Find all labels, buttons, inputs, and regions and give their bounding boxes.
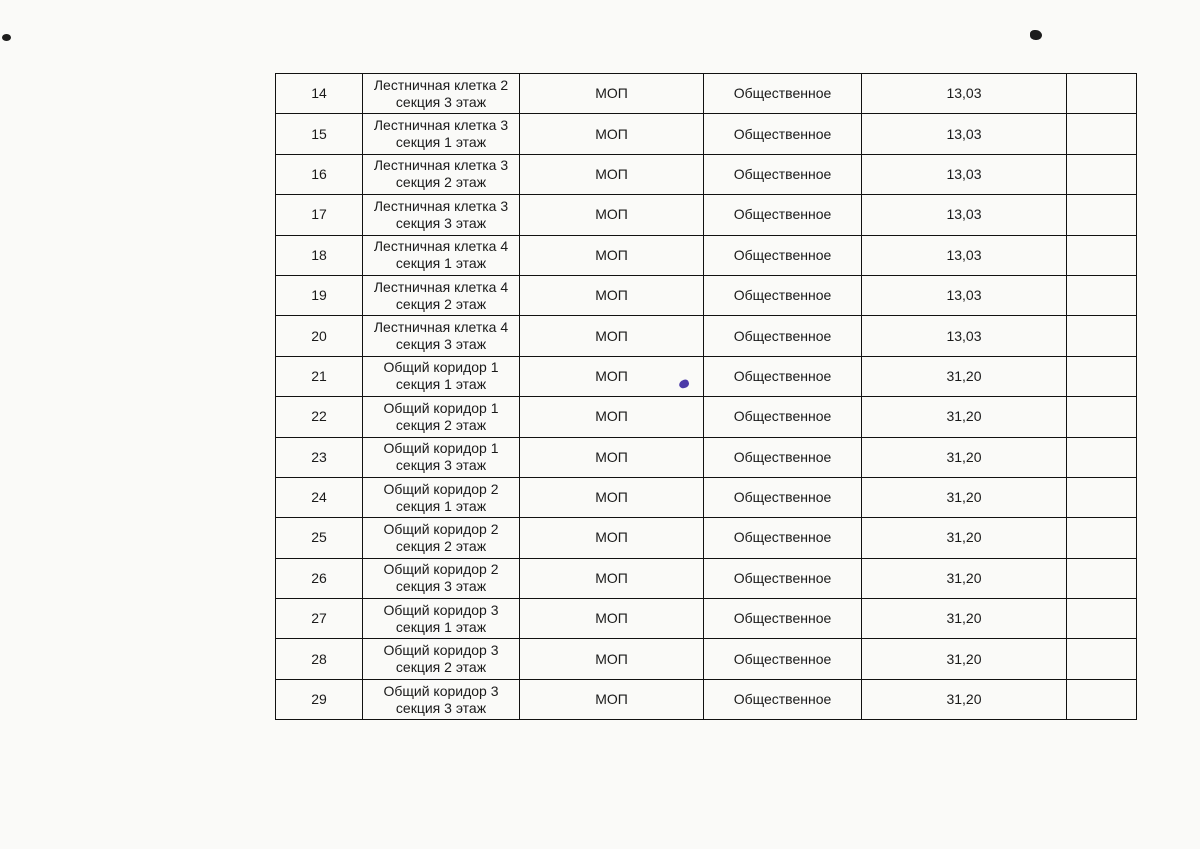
row-number-cell: 16 <box>276 154 363 194</box>
premise-name-cell <box>363 477 520 517</box>
scan-speck <box>2 34 11 41</box>
row-number-cell: 19 <box>276 275 363 315</box>
premise-purpose-cell: Общественное <box>704 356 862 396</box>
table-row <box>276 316 1137 356</box>
empty-cell <box>1067 154 1137 194</box>
premise-name-line1: Лестничная клетка 4 <box>373 278 509 295</box>
scan-speck <box>1030 30 1042 40</box>
table-row <box>276 639 1137 679</box>
row-number-cell: 15 <box>276 114 363 154</box>
premise-area-cell: 31,20 <box>862 599 1067 639</box>
premise-name-cell <box>363 74 520 114</box>
premise-area-cell: 31,20 <box>862 477 1067 517</box>
premise-name-line1: Лестничная клетка 3 <box>373 157 509 174</box>
table-row <box>276 356 1137 396</box>
premise-name-line1: Общий коридор 3 <box>383 642 499 659</box>
row-number-cell: 27 <box>276 599 363 639</box>
premise-area-cell: 13,03 <box>862 74 1067 114</box>
premise-name-line1: Общий коридор 3 <box>383 601 499 618</box>
empty-cell <box>1067 235 1137 275</box>
premise-name-line2: секция 2 этаж <box>395 174 487 191</box>
premise-name-line2: секция 1 этаж <box>395 376 487 393</box>
premise-area-cell: 13,03 <box>862 235 1067 275</box>
row-number-cell: 26 <box>276 558 363 598</box>
premise-name-line1: Общий коридор 1 <box>383 359 499 376</box>
empty-cell <box>1067 639 1137 679</box>
table-row <box>276 437 1137 477</box>
table-row <box>276 599 1137 639</box>
premise-name-line1: Общий коридор 1 <box>383 440 499 457</box>
table-body <box>276 74 1137 720</box>
premise-area-cell: 31,20 <box>862 437 1067 477</box>
table-row <box>276 558 1137 598</box>
premise-name-cell <box>363 558 520 598</box>
premise-purpose-cell: Общественное <box>704 477 862 517</box>
premise-purpose-cell: Общественное <box>704 397 862 437</box>
premise-name-line2: секция 2 этаж <box>395 537 487 554</box>
empty-cell <box>1067 356 1137 396</box>
premise-area-cell: 31,20 <box>862 397 1067 437</box>
premise-name-line2: секция 3 этаж <box>395 457 487 474</box>
premise-area-cell: 31,20 <box>862 679 1067 719</box>
premise-name-line1: Лестничная клетка 3 <box>373 117 509 134</box>
premise-name-line2: секция 1 этаж <box>395 255 487 272</box>
premise-name-cell <box>363 639 520 679</box>
premise-name-cell <box>363 518 520 558</box>
premise-purpose-cell: Общественное <box>704 437 862 477</box>
premise-type-cell: МОП <box>520 154 704 194</box>
premise-area-cell: 13,03 <box>862 195 1067 235</box>
premise-type-cell: МОП <box>520 558 704 598</box>
premise-name-line2: секция 3 этаж <box>395 214 487 231</box>
premise-name-cell <box>363 397 520 437</box>
row-number-cell: 18 <box>276 235 363 275</box>
table-row <box>276 477 1137 517</box>
table-row <box>276 397 1137 437</box>
premise-area-cell: 31,20 <box>862 518 1067 558</box>
row-number-cell: 29 <box>276 679 363 719</box>
premise-name-line1: Лестничная клетка 4 <box>373 319 509 336</box>
premise-purpose-cell: Общественное <box>704 639 862 679</box>
table-row <box>276 679 1137 719</box>
premise-purpose-cell: Общественное <box>704 74 862 114</box>
premise-name-line2: секция 2 этаж <box>395 295 487 312</box>
premise-name-line2: секция 2 этаж <box>395 659 487 676</box>
empty-cell <box>1067 599 1137 639</box>
row-number-cell: 25 <box>276 518 363 558</box>
premise-type-cell: МОП <box>520 639 704 679</box>
premise-name-line2: секция 3 этаж <box>395 93 487 110</box>
premise-type-cell: МОП <box>520 437 704 477</box>
empty-cell <box>1067 114 1137 154</box>
premise-purpose-cell: Общественное <box>704 114 862 154</box>
premise-type-cell: МОП <box>520 114 704 154</box>
premise-purpose-cell: Общественное <box>704 316 862 356</box>
empty-cell <box>1067 275 1137 315</box>
premise-name-cell <box>363 154 520 194</box>
row-number-cell: 24 <box>276 477 363 517</box>
table-row <box>276 518 1137 558</box>
premise-purpose-cell: Общественное <box>704 518 862 558</box>
row-number-cell: 23 <box>276 437 363 477</box>
table-row <box>276 74 1137 114</box>
premise-name-line1: Общий коридор 3 <box>383 682 499 699</box>
premise-name-cell <box>363 235 520 275</box>
premise-name-line1: Общий коридор 2 <box>383 480 499 497</box>
row-number-cell: 21 <box>276 356 363 396</box>
premise-name-cell <box>363 114 520 154</box>
premise-type-cell: МОП <box>520 275 704 315</box>
premise-name-cell <box>363 356 520 396</box>
premise-name-line1: Общий коридор 2 <box>383 561 499 578</box>
empty-cell <box>1067 316 1137 356</box>
premise-purpose-cell: Общественное <box>704 679 862 719</box>
table-row <box>276 195 1137 235</box>
premise-type-cell: МОП <box>520 477 704 517</box>
premise-name-cell <box>363 275 520 315</box>
row-number-cell: 22 <box>276 397 363 437</box>
empty-cell <box>1067 437 1137 477</box>
premise-type-cell: МОП <box>520 518 704 558</box>
premise-name-line1: Лестничная клетка 3 <box>373 197 509 214</box>
premise-area-cell: 31,20 <box>862 356 1067 396</box>
premise-purpose-cell: Общественное <box>704 275 862 315</box>
premise-name-line1: Общий коридор 2 <box>383 520 499 537</box>
premise-name-line1: Лестничная клетка 2 <box>373 76 509 93</box>
row-number-cell: 14 <box>276 74 363 114</box>
table-row <box>276 235 1137 275</box>
premise-name-cell <box>363 195 520 235</box>
empty-cell <box>1067 397 1137 437</box>
premise-area-cell: 31,20 <box>862 558 1067 598</box>
table-row <box>276 154 1137 194</box>
premise-type-cell: МОП <box>520 397 704 437</box>
premise-purpose-cell: Общественное <box>704 558 862 598</box>
premise-name-line2: секция 3 этаж <box>395 336 487 353</box>
empty-cell <box>1067 477 1137 517</box>
empty-cell <box>1067 679 1137 719</box>
premises-table <box>275 73 1137 720</box>
premise-type-cell: МОП <box>520 235 704 275</box>
premise-area-cell: 13,03 <box>862 316 1067 356</box>
premise-name-cell <box>363 316 520 356</box>
table-row <box>276 114 1137 154</box>
premise-name-line2: секция 1 этаж <box>395 618 487 635</box>
premise-name-line2: секция 1 этаж <box>395 134 487 151</box>
empty-cell <box>1067 558 1137 598</box>
premise-type-cell: МОП <box>520 74 704 114</box>
empty-cell <box>1067 518 1137 558</box>
premise-area-cell: 13,03 <box>862 114 1067 154</box>
empty-cell <box>1067 74 1137 114</box>
premise-type-cell: МОП <box>520 679 704 719</box>
premise-purpose-cell: Общественное <box>704 235 862 275</box>
premise-type-cell: МОП <box>520 316 704 356</box>
premise-type-cell: МОП <box>520 599 704 639</box>
premise-name-line2: секция 1 этаж <box>395 497 487 514</box>
premise-name-line1: Лестничная клетка 4 <box>373 238 509 255</box>
empty-cell <box>1067 195 1137 235</box>
table-row <box>276 275 1137 315</box>
premise-name-cell <box>363 599 520 639</box>
row-number-cell: 20 <box>276 316 363 356</box>
premise-name-line2: секция 3 этаж <box>395 578 487 595</box>
row-number-cell: 17 <box>276 195 363 235</box>
row-number-cell: 28 <box>276 639 363 679</box>
premise-area-cell: 31,20 <box>862 639 1067 679</box>
premise-purpose-cell: Общественное <box>704 599 862 639</box>
premise-purpose-cell: Общественное <box>704 195 862 235</box>
premise-name-line2: секция 2 этаж <box>395 416 487 433</box>
premise-purpose-cell: Общественное <box>704 154 862 194</box>
premise-area-cell: 13,03 <box>862 154 1067 194</box>
premise-name-line1: Общий коридор 1 <box>383 399 499 416</box>
premise-type-cell: МОП <box>520 356 704 396</box>
premise-area-cell: 13,03 <box>862 275 1067 315</box>
premise-name-cell <box>363 679 520 719</box>
premise-name-cell <box>363 437 520 477</box>
premise-name-line2: секция 3 этаж <box>395 699 487 716</box>
premise-type-cell: МОП <box>520 195 704 235</box>
